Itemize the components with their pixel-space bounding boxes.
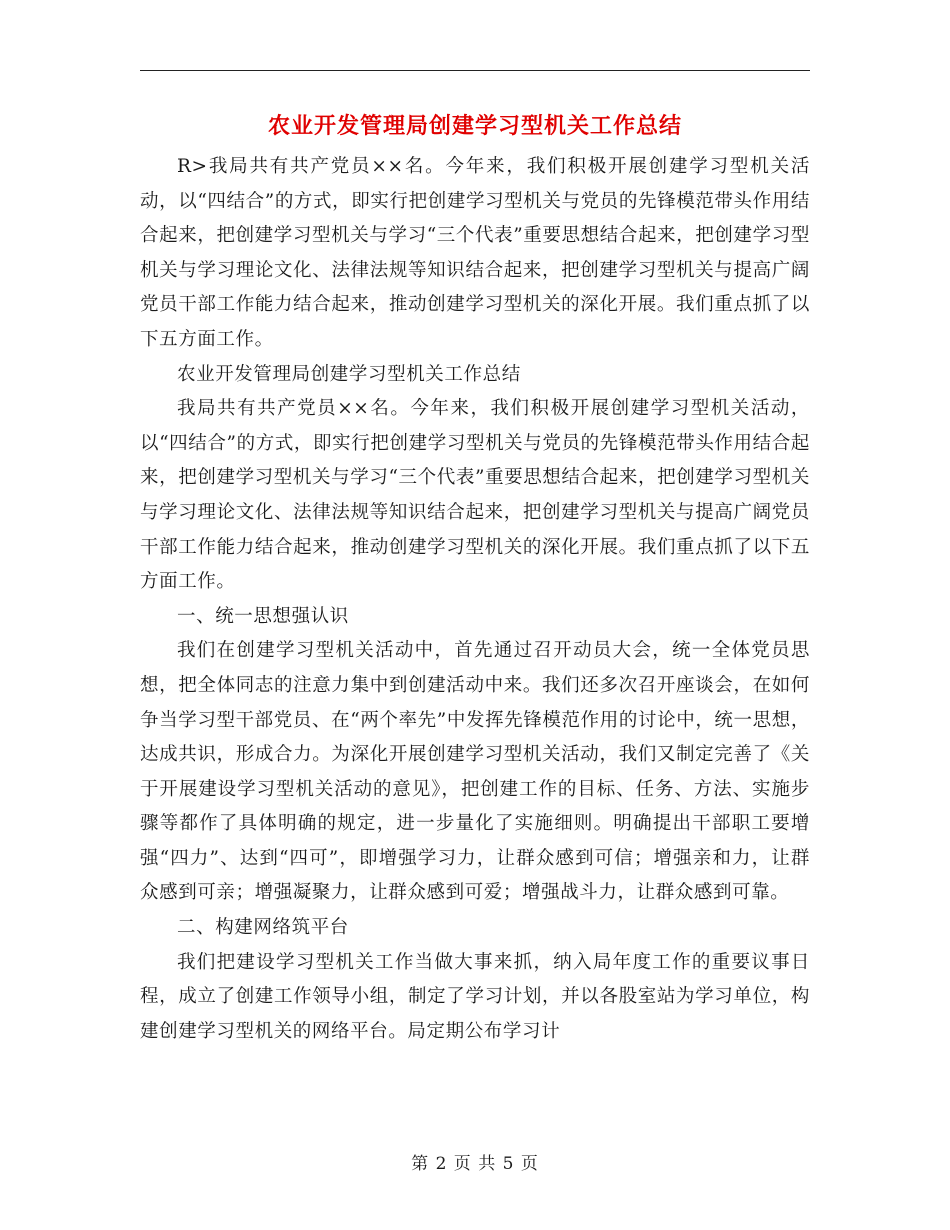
paragraph: 我们把建设学习型机关工作当做大事来抓，纳入局年度工作的重要议事日程，成立了创建工作领导小组，制定了学习计划，并以各股室站为学习单位，构建创建学习型机关的网络平台。局定期公布学习计 — [140, 951, 810, 1042]
header-rule — [140, 70, 810, 71]
section-heading: 一、统一思想强认识 — [177, 605, 349, 627]
paragraph: 农业开发管理局创建学习型机关工作总结 — [177, 363, 521, 385]
paragraph: 我局共有共产党员××名。今年来，我们积极开展创建学习型机关活动，以“四结合”的方式，即实行把创建学习型机关与党员的先锋模范带头作用结合起来，把创建学习型机关与学习“三个代表”重要思想结合起来，把创建学习型机关与学习理论文化、法律法规等知识结合起来，把创建学习型机关与提高广阔党员干部工作能力结合起来，推动创建学习型机关的深化开展。我们重点抓了以下五方面工作。 — [140, 398, 810, 593]
document-title: 农业开发管理局创建学习型机关工作总结 — [267, 113, 682, 139]
paragraph: 我们在创建学习型机关活动中，首先通过召开动员大会，统一全体党员思想，把全体同志的注意力集中到创建活动中来。我们还多次召开座谈会，在如何争当学习型干部党员、在“两个率先”中发挥先锋模范作用的讨论中，统一思想，达成共识，形成合力。为深化开展创建学习型机关活动，我们又制定完善了《关于开展建设学习型机关活动的意见》，把创建工作的目标、任务、方法、实施步骤等都作了具体明确的规定，进一步量化了实施细则。明确提出干部职工要增强“四力”、达到“四可”，即增强学习力，让群众感到可信；增强亲和力，让群众感到可亲；增强凝聚力，让群众感到可爱；增强战斗力，让群众感到可靠。 — [140, 640, 810, 904]
page-number-footer: 第 2 页 共 5 页 — [411, 1154, 539, 1174]
document-body — [140, 150, 810, 1049]
paragraph: R>我局共有共产党员××名。今年来，我们积极开展创建学习型机关活动，以“四结合”的方式，即实行把创建学习型机关与党员的先锋模范带头作用结合起来，把创建学习型机关与学习“三个代表”重要思想结合起来，把创建学习型机关与学习理论文化、法律法规等知识结合起来，把创建学习型机关与提高广阔党员干部工作能力结合起来，推动创建学习型机关的深化开展。我们重点抓了以下五方面工作。 — [140, 156, 810, 350]
section-heading: 二、构建网络筑平台 — [177, 917, 349, 939]
